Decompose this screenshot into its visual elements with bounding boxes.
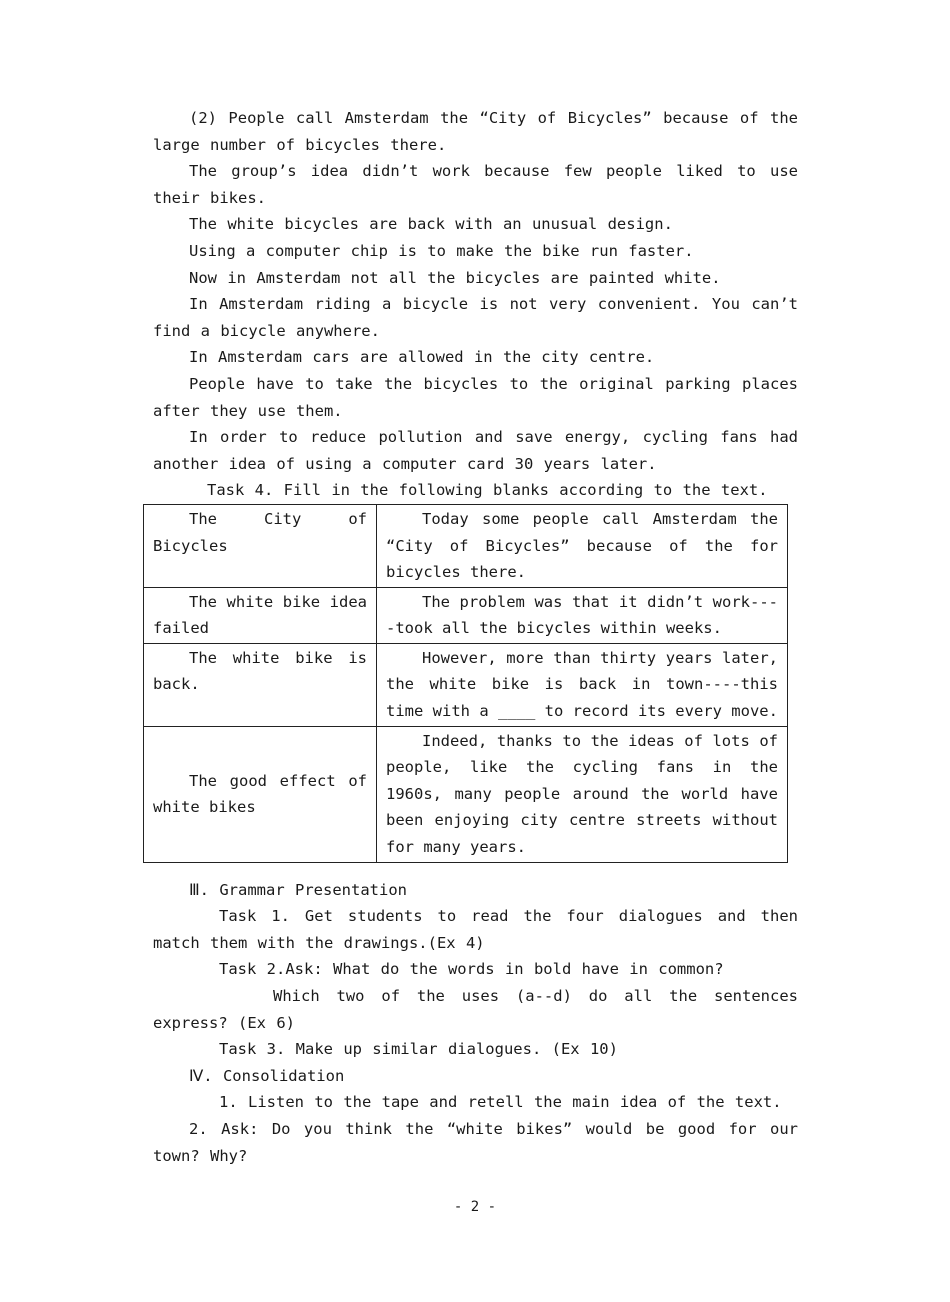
table-cell-left: The white bike is back. — [144, 643, 377, 726]
table-cell-right: Today some people call Amsterdam the “City of Bicycles” because of the for bicycles there. — [377, 504, 788, 587]
consolidation-item1: 1. Listen to the tape and retell the main idea of the text. — [219, 1093, 782, 1112]
grammar-task2-uses: Which two of the uses (a--d) do all the sentences express? (Ex 6) — [153, 987, 798, 1032]
grammar-task3: Task 3. Make up similar dialogues. (Ex 10) — [219, 1040, 618, 1059]
table-cell-left: The City of Bicycles — [144, 504, 377, 587]
table-cell-right: The problem was that it didn’t work----took all the bicycles within weeks. — [377, 587, 788, 643]
paragraph-white-bicycles-back: The white bicycles are back with an unusual design. — [189, 215, 673, 234]
document-page — [153, 105, 798, 1169]
consolidation-item2: 2. Ask: Do you think the “white bikes” would be good for our town? Why? — [153, 1119, 798, 1165]
paragraph-computer-chip: Using a computer chip is to make the bike run faster. — [189, 241, 694, 260]
table-cell-right: Indeed, thanks to the ideas of lots of people, like the cycling fans in the 1960s, many people around the world have been enjoying city centre streets without for many years. — [377, 726, 788, 862]
paragraph-group-idea: The group’s idea didn’t work because few people liked to use their bikes. — [153, 162, 798, 207]
table-row — [144, 726, 788, 862]
table-cell-right: However, more than thirty years later, the white bike is back in town----this time with a ____ to record its every move. — [377, 643, 788, 726]
paragraph-not-all-white: Now in Amsterdam not all the bicycles are painted white. — [189, 268, 721, 287]
fill-in-table — [143, 504, 788, 863]
table-cell-left: The good effect of white bikes — [144, 726, 377, 862]
paragraph-amsterdam-city-of-bicycles: (2) People call Amsterdam the “City of Bicycles” because of the large number of bicycles there. — [153, 109, 798, 154]
grammar-heading: Ⅲ. Grammar Presentation — [189, 880, 407, 899]
table-row — [144, 643, 788, 726]
paragraph-cars-allowed: In Amsterdam cars are allowed in the city centre. — [189, 348, 655, 367]
grammar-task1: Task 1. Get students to read the four dialogues and then match them with the drawings.(Ex 4) — [153, 907, 798, 952]
table-cell-left: The white bike idea failed — [144, 587, 377, 643]
page-number: - 2 - — [453, 1199, 497, 1215]
consolidation-heading: Ⅳ. Consolidation — [189, 1066, 345, 1085]
paragraph-riding-not-convenient: In Amsterdam riding a bicycle is not very convenient. You can’t find a bicycle anywhere. — [153, 295, 798, 340]
paragraph-reduce-pollution: In order to reduce pollution and save energy, cycling fans had another idea of using a computer card 30 years later. — [153, 428, 798, 473]
task4-title: Task 4. Fill in the following blanks according to the text. — [207, 481, 768, 500]
grammar-task2-ask: Task 2.Ask: What do the words in bold have in common? — [219, 960, 724, 979]
table-row — [144, 587, 788, 643]
table-row — [144, 504, 788, 587]
paragraph-parking-places: People have to take the bicycles to the original parking places after they use them. — [153, 374, 798, 420]
